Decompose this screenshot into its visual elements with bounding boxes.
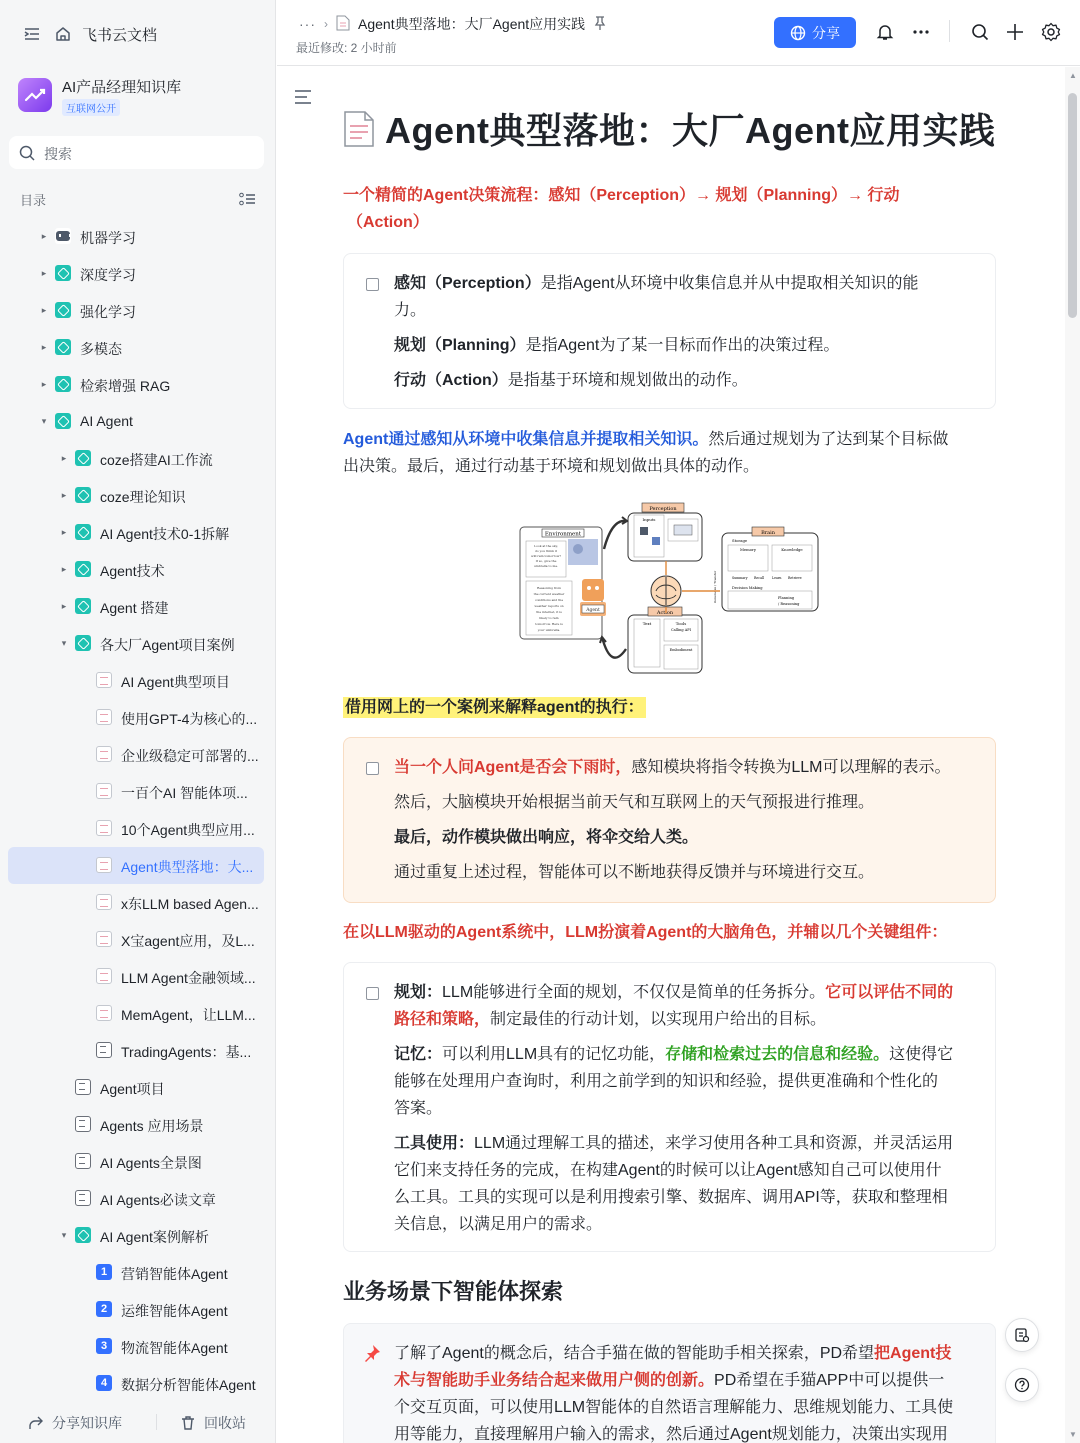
memory-label: Memory: [740, 547, 756, 552]
chevron-right-icon[interactable]: ▸: [61, 563, 67, 574]
sidebar-item-label: AI Agent案例解析: [100, 1229, 209, 1245]
outline-icon: [75, 1153, 91, 1169]
sidebar-item-label: AI Agent: [80, 413, 133, 429]
doc-file-icon: [336, 15, 350, 34]
brain-label: Brain: [761, 530, 775, 536]
wiki-icon: [75, 1227, 91, 1243]
generalize-label: Generalize / Transfer: [713, 570, 717, 604]
retrieve-label: Retrieve: [788, 576, 802, 580]
doc-icon: [96, 820, 112, 836]
sidebar-item-label: 营销智能体Agent: [121, 1266, 228, 1282]
sidebar-item-label: 深度学习: [80, 267, 136, 283]
wiki-icon: [55, 339, 71, 355]
wiki-icon: [75, 524, 91, 540]
num-icon: 3: [96, 1338, 112, 1354]
outline-icon: [75, 1116, 91, 1132]
perception-text-cont: 力。: [394, 302, 427, 319]
toc-header: [20, 190, 256, 210]
sidebar-item[interactable]: [8, 1291, 264, 1328]
search-placeholder: 搜索: [44, 146, 72, 162]
num-icon: 2: [96, 1301, 112, 1317]
sidebar-item-label: Agent项目: [100, 1081, 165, 1097]
sidebar-item[interactable]: [8, 699, 264, 736]
last-modified: 最近修改: 2 小时前: [296, 41, 397, 55]
wiki-icon: [75, 635, 91, 651]
search-doc-icon[interactable]: [970, 22, 990, 42]
trash-label: 回收站: [204, 1415, 246, 1431]
footer-divider: [156, 1414, 157, 1430]
chevron-right-icon[interactable]: ▸: [41, 341, 47, 352]
person-head: [573, 544, 583, 554]
share-icon: [28, 1415, 44, 1431]
calling-api-label: Calling API: [671, 628, 691, 632]
recall-label: Recall: [754, 576, 765, 580]
sidebar-item-label: TradingAgents：基...: [121, 1044, 252, 1060]
tool-use-text: LLM通过理解工具的描述，来学习使用各种工具和资源，并灵活运用: [474, 1135, 954, 1152]
sidebar-item-label: coze理论知识: [100, 489, 186, 505]
toc-tree: [8, 218, 264, 1402]
example-perception: 感知模块将指令转换为LLM可以理解的表示。: [631, 759, 951, 776]
planning-component-text-2: 制定最佳的行动计划，以实现用户给出的目标。: [490, 1011, 827, 1028]
action-definition: [394, 367, 748, 394]
checkbox[interactable]: [366, 278, 379, 291]
environment-label: Environment: [544, 531, 582, 538]
outline-icon: [75, 1079, 91, 1095]
sidebar-item[interactable]: [8, 1180, 264, 1217]
example-line-2: 然后，大脑模块开始根据当前天气和互联网上的天气预报进行推理。: [394, 794, 875, 811]
page-title: Agent典型落地：大厂Agent应用实践: [385, 110, 996, 151]
planning-definition: [394, 332, 839, 359]
decision-making-label: Decision Making: [732, 586, 763, 590]
business-line-1: 了解了Agent的概念后，结合手猫在做的智能助手相关探索，PD希望: [394, 1345, 875, 1362]
breadcrumb-doc-name[interactable]: Agent典型落地：大厂Agent应用实践: [358, 16, 586, 32]
agent-label: Agent: [586, 608, 600, 613]
chevron-right-icon: ›: [324, 17, 328, 31]
chevron-right-icon[interactable]: ▸: [61, 489, 67, 500]
sidebar-item-label: 数据分析智能体Agent: [121, 1377, 256, 1393]
comment-float-button[interactable]: [1005, 1318, 1039, 1352]
public-badge: 互联网公开: [62, 99, 120, 116]
chevron-down-icon[interactable]: ▾: [61, 637, 67, 648]
sidebar-item[interactable]: [8, 995, 264, 1032]
sidebar-item[interactable]: [8, 255, 264, 292]
trash-button[interactable]: [180, 1413, 246, 1433]
chevron-right-icon[interactable]: ▸: [61, 526, 67, 537]
scroll-down-icon[interactable]: ▼: [1069, 1430, 1077, 1439]
content-scrollbar[interactable]: [1065, 67, 1080, 1443]
document-icon: [343, 110, 375, 148]
wiki-icon: [75, 487, 91, 503]
sidebar-item-label: 10个Agent典型应用...: [121, 822, 255, 838]
action-label: Action: [656, 610, 674, 616]
robot-head: [582, 579, 604, 601]
checkbox[interactable]: [366, 987, 379, 1000]
perception-text: 是指Agent从环境中收集信息并从中提取相关知识的能: [540, 275, 919, 292]
example-line-4: 通过重复上述过程，智能体可以不断地获得反馈并与环境进行交互。: [394, 864, 875, 881]
summary-label: Summary: [732, 576, 748, 580]
breadcrumb-more-button[interactable]: ···: [299, 16, 316, 32]
action-text: 是指基于环境和规划做出的动作。: [507, 372, 748, 389]
sidebar-item[interactable]: [8, 810, 264, 847]
sidebar-item-label: 检索增强 RAG: [80, 378, 171, 394]
sidebar-item[interactable]: [8, 736, 264, 773]
agent-quote-5: the internet, it is: [536, 610, 562, 614]
business-line-2: PD希望在手猫APP中可以提供一: [714, 1372, 945, 1389]
wiki-icon: [75, 561, 91, 577]
share-knowledge-base-button[interactable]: [28, 1413, 122, 1433]
knowledge-base-logo: [18, 78, 52, 112]
sidebar-search[interactable]: [9, 136, 264, 169]
sidebar-item-label: coze搭建AI工作流: [100, 452, 213, 468]
doc-icon: [96, 857, 112, 873]
memory-component-line-3: 答案。: [394, 1100, 443, 1117]
sidebar-item[interactable]: [8, 403, 264, 440]
sidebar-item[interactable]: [8, 551, 264, 588]
business-line-4: 用等能力，直接理解用户输入的需求，然后通过Agent规划能力，决策出实现用: [394, 1426, 948, 1443]
knowledge-base-name: AI产品经理知识库: [62, 79, 182, 96]
sidebar-item[interactable]: [8, 884, 264, 921]
embodiment-label: Embodiment: [669, 648, 693, 652]
sidebar-item[interactable]: [8, 1032, 264, 1069]
tools-label: Tools: [675, 621, 687, 626]
sidebar-item[interactable]: [8, 625, 264, 662]
doc-icon: [96, 709, 112, 725]
sidebar-item-label: AI Agent技术0-1拆解: [100, 526, 230, 542]
planning-component-red-2: 路径和策略，: [394, 1011, 491, 1028]
business-callout: [343, 1323, 996, 1443]
sidebar-item-label: 多模态: [80, 341, 122, 357]
doc-icon: [96, 746, 112, 762]
scrollbar-thumb[interactable]: [1068, 93, 1077, 318]
add-icon[interactable]: [1005, 22, 1025, 42]
subtitle-line-2: （Action）: [347, 214, 429, 231]
planning-label: Planning: [778, 596, 795, 600]
settings-gear-icon[interactable]: [1041, 22, 1061, 42]
sidebar-item[interactable]: [8, 440, 264, 477]
chevron-right-icon[interactable]: ▸: [41, 378, 47, 389]
num-icon: 1: [96, 1264, 112, 1280]
agent-quote-4: weather reports on: [534, 604, 564, 608]
storage-label: Storage: [732, 538, 748, 543]
memory-component: [394, 1041, 984, 1122]
sidebar-item[interactable]: [8, 292, 264, 329]
wiki-icon: [55, 376, 71, 392]
sidebar-item-label: AI Agents必读文章: [100, 1192, 216, 1208]
chevron-right-icon[interactable]: ▸: [41, 230, 47, 241]
sidebar-top-bar: [0, 14, 276, 54]
sidebar-footer: [0, 1404, 276, 1440]
agent-framework-diagram: [516, 499, 826, 679]
business-line-1-red: 把Agent技: [874, 1345, 952, 1362]
planning-component: [394, 979, 984, 1033]
env-quote-4: If so, give the: [535, 559, 557, 563]
brand-name[interactable]: 飞书云文档: [82, 27, 158, 44]
example-line-3: 最后，动作模块做出响应，将伞交给人类。: [394, 829, 699, 846]
doc-icon: [96, 1005, 112, 1021]
decision-flow-subtitle: [343, 182, 1003, 236]
robot-icon: [55, 228, 71, 244]
sidebar-item[interactable]: [8, 1106, 264, 1143]
sidebar-item[interactable]: [8, 366, 264, 403]
sidebar-item[interactable]: [8, 1254, 264, 1291]
sidebar-item[interactable]: [8, 662, 264, 699]
example-line-1: [394, 754, 950, 781]
share-knowledge-base-label: 分享知识库: [52, 1415, 122, 1431]
outline-toggle-icon[interactable]: [294, 89, 312, 105]
planning-component-term: 规划：: [394, 984, 443, 1001]
home-icon[interactable]: [53, 24, 73, 44]
scroll-up-icon[interactable]: ▲: [1069, 71, 1077, 80]
subtitle-line-1: 一个精简的Agent决策流程：感知（Perception）→ 规划（Planning）→ 行动: [343, 187, 900, 204]
learn-label: Learn: [772, 576, 782, 580]
agent-summary-blue: Agent通过感知从环境中收集信息并提取相关知识。: [343, 431, 709, 448]
sidebar-item-label: 强化学习: [80, 304, 136, 320]
doc-icon: [96, 672, 112, 688]
chevron-down-icon[interactable]: ▾: [61, 1229, 67, 1240]
knowledge-base-header[interactable]: [18, 74, 268, 120]
chevron-right-icon[interactable]: ▸: [41, 304, 47, 315]
sidebar-item[interactable]: [8, 847, 264, 884]
text-label: Text: [642, 621, 652, 626]
sidebar-item-label: Agents 应用场景: [100, 1118, 204, 1134]
planning-text: 是指Agent为了某一目标而作出的决策过程。: [525, 337, 840, 354]
env-quote: Look at the sky,: [534, 544, 558, 548]
agent-quote-6: likely to rain: [539, 616, 559, 620]
sidebar-item-label: AI Agent典型项目: [121, 674, 230, 690]
wiki-icon: [55, 265, 71, 281]
knowledge-label: Knowledge: [781, 547, 803, 552]
num-icon: 4: [96, 1375, 112, 1391]
comment-icon: [1014, 1327, 1030, 1343]
example-question: 当一个人问Agent是否会下雨时，: [394, 759, 632, 776]
sidebar-item[interactable]: [8, 329, 264, 366]
sidebar-item-label: Agent 搭建: [100, 600, 169, 616]
header-divider: [949, 20, 950, 42]
business-line-2-red: 术与智能助手业务结合起来做用户侧的创新。: [394, 1372, 715, 1389]
agent-summary-cont: 出决策。最后，通过行动基于环境和规划做出具体的动作。: [343, 458, 760, 475]
sky-image: [568, 539, 598, 565]
sidebar-item-label: 企业级稳定可部署的...: [121, 748, 259, 764]
perception-label: Perception: [649, 506, 677, 512]
sidebar-item[interactable]: [8, 588, 264, 625]
sidebar-item-label: Agent技术: [100, 563, 165, 579]
tool-use-component: [394, 1130, 984, 1238]
sidebar-item[interactable]: [8, 477, 264, 514]
pin-icon[interactable]: [593, 15, 607, 34]
sidebar-item[interactable]: [8, 921, 264, 958]
sidebar-item-label: 物流智能体Agent: [121, 1340, 228, 1356]
memory-component-text: 可以利用LLM具有的记忆功能，: [442, 1046, 666, 1063]
sidebar-item-label: MemAgent，让LLM...: [121, 1007, 256, 1023]
agent-summary-paragraph: [343, 426, 1003, 480]
doc-icon: [96, 894, 112, 910]
agent-quote-2: the current weather: [533, 592, 565, 596]
sidebar-item-label: 各大厂Agent项目案例: [100, 637, 235, 653]
sidebar-item[interactable]: [8, 1069, 264, 1106]
memory-component-green: 存储和检索过去的信息和经验。: [665, 1046, 890, 1063]
outline-icon: [75, 1190, 91, 1206]
inputs-label: Inputs: [642, 517, 656, 522]
wiki-icon: [55, 302, 71, 318]
sidebar-item-label: 机器学习: [80, 230, 136, 246]
sidebar-item-label: x东LLM based Agen...: [121, 896, 259, 912]
sidebar: [0, 0, 276, 1443]
doc-icon: [96, 931, 112, 947]
document-content: [277, 67, 1065, 1443]
sidebar-item[interactable]: [8, 958, 264, 995]
sidebar-item[interactable]: [8, 1328, 264, 1365]
doc-icon: [96, 968, 112, 984]
memory-component-text-2: 这使得它: [889, 1046, 954, 1063]
components-callout: [343, 962, 996, 1252]
sidebar-item[interactable]: [8, 1143, 264, 1180]
trash-icon: [180, 1415, 196, 1431]
sidebar-item-label: 使用GPT-4为核心的...: [121, 711, 258, 727]
share-button[interactable]: [774, 17, 856, 48]
sidebar-item-label: 运维智能体Agent: [121, 1303, 228, 1319]
document-title: [343, 103, 995, 154]
document-header: [277, 0, 1080, 66]
case-highlight-text: 借用网上的一个案例来解释agent的执行：: [345, 699, 644, 716]
memory-component-line-2: 能够在处理用户查询时，利用之前学到的知识和经验，提供更准确和个性化的: [394, 1073, 939, 1090]
chevron-down-icon[interactable]: ▾: [41, 415, 47, 426]
tool-use-line-2: 它们来支持任务的完成，在构建Agent的时候可以让Agent感知自己可以使用什: [394, 1162, 942, 1179]
pushpin-icon: [362, 1343, 382, 1368]
collapse-sidebar-icon[interactable]: [22, 24, 42, 44]
sidebar-item[interactable]: [8, 1365, 264, 1402]
wiki-icon: [75, 450, 91, 466]
sidebar-item-label: 一百个AI 智能体项...: [121, 785, 248, 801]
planning-term: 规划（Planning）: [394, 337, 526, 354]
chevron-right-icon[interactable]: ▸: [61, 452, 67, 463]
tool-use-line-3: 么工具。工具的实现可以是利用搜索引擎、数据库、调用API等，获取和整理相: [394, 1189, 948, 1206]
action-term: 行动（Action）: [394, 372, 508, 389]
sidebar-item[interactable]: [8, 514, 264, 551]
more-options-icon[interactable]: [911, 22, 931, 42]
sidebar-item-label: AI Agents全景图: [100, 1155, 202, 1171]
tool-use-term: 工具使用：: [394, 1135, 475, 1152]
chevron-right-icon[interactable]: ▸: [61, 600, 67, 611]
rain-example-callout: [343, 737, 996, 903]
agent-quote-1: Reasoning from: [536, 586, 562, 590]
env-quote-2: do you think it: [534, 549, 558, 553]
sidebar-item-label: Agent典型落地：大...: [121, 859, 254, 875]
checkbox[interactable]: [366, 762, 379, 775]
agent-quote-3: conditions and the: [534, 598, 564, 602]
env-quote-3: will rain tomorrow?: [531, 554, 561, 558]
share-button-label: 分享: [812, 24, 840, 41]
planning-component-text: LLM能够进行全面的规划，不仅仅是简单的任务拆分。: [442, 984, 826, 1001]
wiki-icon: [75, 598, 91, 614]
agent-summary-text: 然后通过规划为了达到某个目标做: [708, 431, 949, 448]
perception-definition: [394, 270, 974, 324]
sidebar-item-label: LLM Agent金融领域...: [121, 970, 256, 986]
sidebar-item-label: X宝agent应用，及L...: [121, 933, 255, 949]
doc-icon: [96, 783, 112, 799]
perception-term: 感知（Perception）: [394, 275, 541, 292]
llm-brain-paragraph: 在以LLM驱动的Agent系统中，LLM扮演着Agent的大脑角色，并辅以几个关键组件：: [343, 924, 948, 941]
definition-callout: [343, 253, 996, 409]
wiki-icon: [55, 413, 71, 429]
business-line-3: 个交互页面，可以使用LLM智能体的自然语言理解能力、思维规划能力、工具使: [394, 1399, 954, 1416]
outline-icon: [96, 1042, 112, 1058]
search-icon: [18, 144, 36, 162]
help-float-button[interactable]: [1005, 1368, 1039, 1402]
tool-use-line-4: 关信息，以满足用户的需求。: [394, 1216, 603, 1233]
sidebar-item[interactable]: [8, 773, 264, 810]
toc-label: 目录: [20, 193, 47, 208]
globe-icon: [790, 25, 806, 41]
breadcrumb: [299, 14, 607, 34]
notification-bell-icon[interactable]: [875, 22, 895, 42]
chevron-right-icon[interactable]: ▸: [41, 267, 47, 278]
business-text: [394, 1340, 984, 1443]
reasoning-label: / Reasoning: [778, 602, 800, 606]
case-highlight: [343, 694, 646, 721]
toc-list-icon[interactable]: [238, 190, 256, 208]
help-icon: [1014, 1377, 1030, 1393]
agent-quote-7: tomorrow. Here is: [535, 622, 563, 626]
planning-component-red: 它可以评估不同的: [825, 984, 954, 1001]
env-quote-5: umbrella to me.: [533, 564, 559, 568]
section-heading: 业务场景下智能体探索: [343, 1279, 564, 1304]
sidebar-item[interactable]: [8, 1217, 264, 1254]
sidebar-item[interactable]: [8, 218, 264, 255]
memory-component-term: 记忆：: [394, 1046, 443, 1063]
agent-quote-8: your umbrella.: [537, 628, 561, 632]
